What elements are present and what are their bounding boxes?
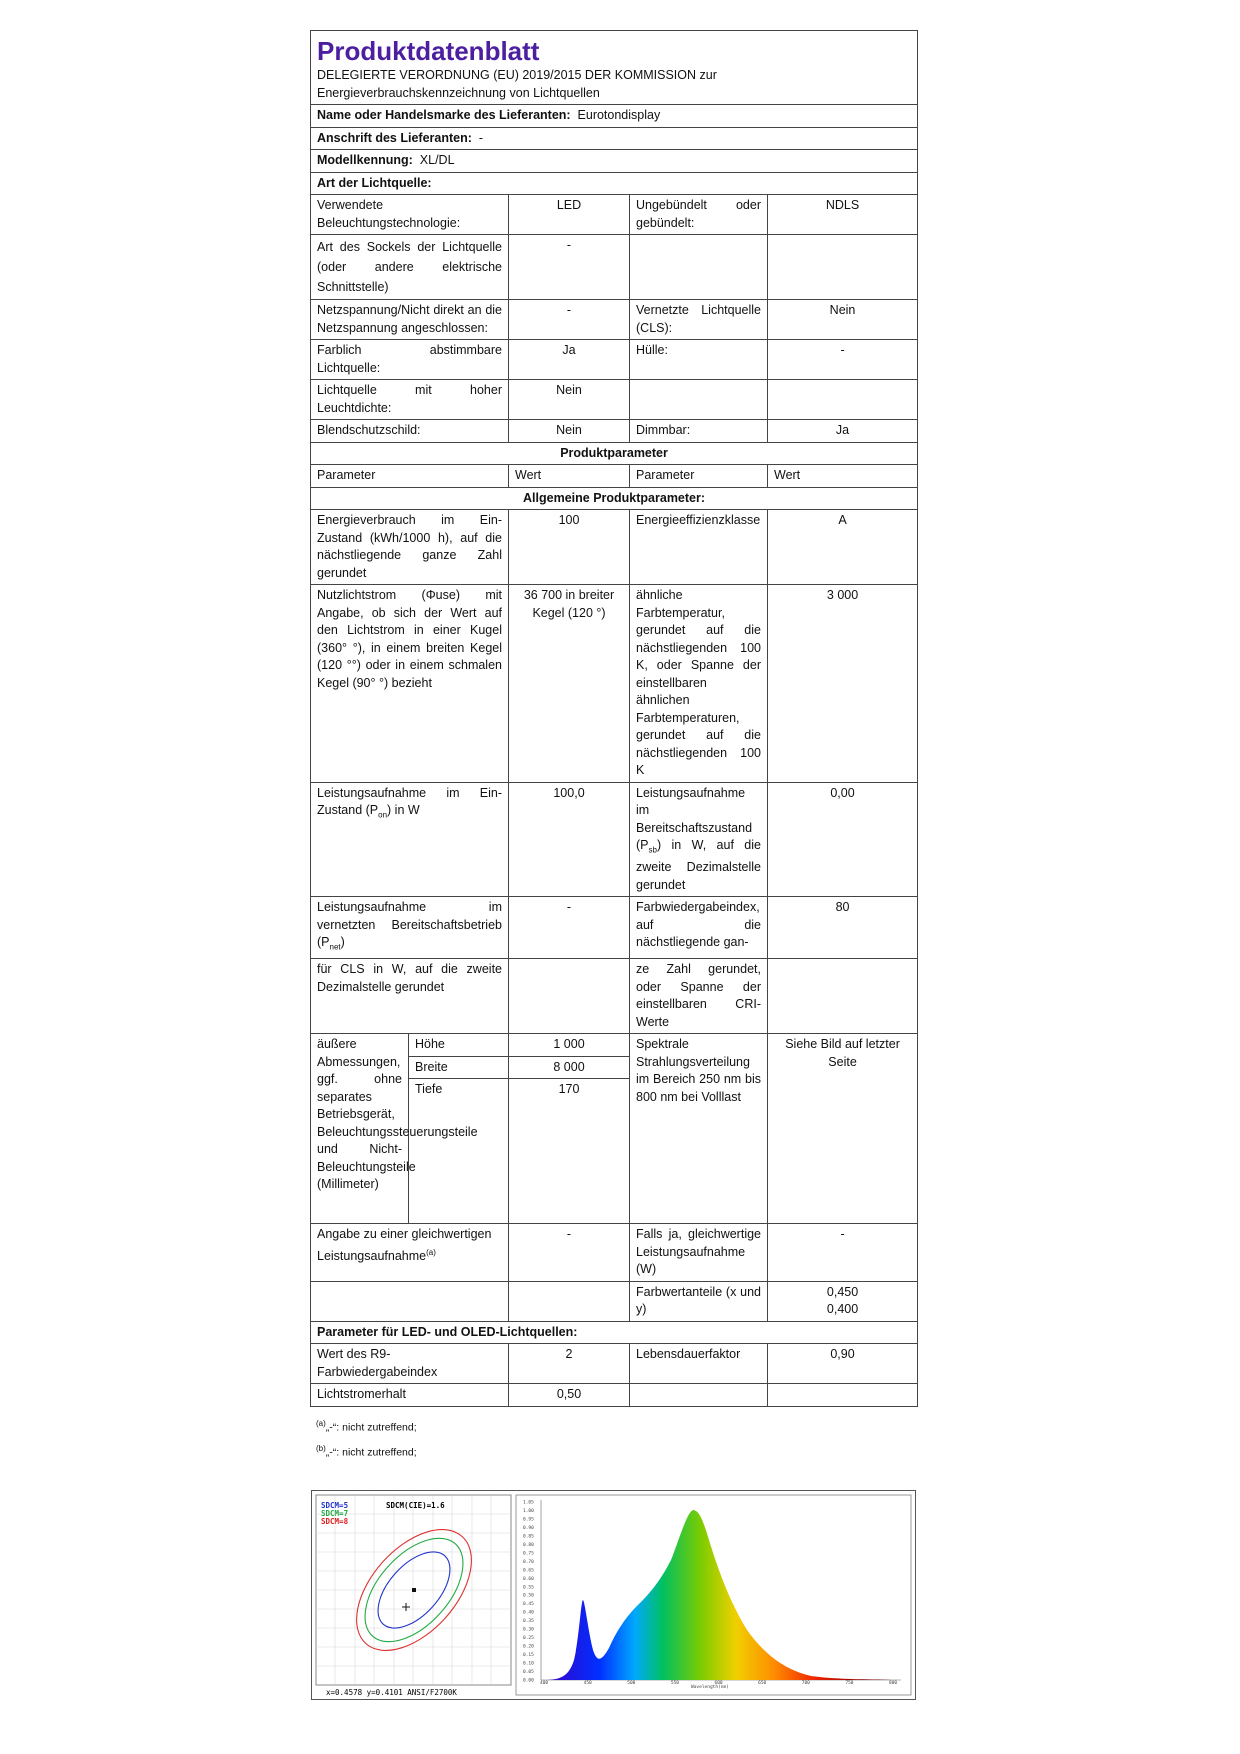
param-text: Leistungsaufnahme im Ein-Zustand (P — [317, 785, 502, 817]
footnote-text: „-“: nicht zutreffend; — [325, 1421, 417, 1433]
param-cell: Nutzlichtstrom (Φuse) mit Angabe, ob sich der Wert auf den Lichtstrom in einer Kugel (360° °), in einem breiten Kegel (120 °°) oder in einem schmalen Kegel (90° °) bezieht — [311, 585, 509, 783]
spectrum-y-tick: 0.20 — [523, 1644, 534, 1650]
value-cell: - — [509, 1224, 630, 1282]
value-cell: Nein — [509, 420, 630, 443]
table-row — [311, 1281, 918, 1321]
spectrum-y-tick: 0.95 — [523, 1517, 534, 1523]
table-row — [311, 340, 918, 380]
spectrum-y-tick: 1.00 — [523, 1508, 534, 1514]
figure-svg — [311, 1490, 916, 1700]
spectrum-y-tick: 0.15 — [523, 1653, 534, 1659]
legend-sdcm-8: SDCM=8 — [321, 1517, 349, 1526]
param-cell — [630, 235, 768, 300]
param-cell: Energieeffizienzklasse — [630, 510, 768, 585]
chromaticity-y: 0,400 — [826, 1302, 859, 1316]
param-cell: Wert des R9-Farbwiedergabeindex — [311, 1344, 509, 1384]
footnote-marker: (a) — [426, 1247, 436, 1257]
value-cell — [509, 1281, 630, 1321]
param-subscript: on — [378, 810, 388, 820]
dimension-name: Höhe — [409, 1034, 509, 1057]
table-row — [311, 897, 918, 959]
section-title-product-params: Produktparameter — [311, 442, 918, 465]
value-cell — [509, 959, 630, 1034]
value-cell: - — [509, 235, 630, 300]
param-cell: Farbwiedergabeindex, auf die nächstliegende gan- — [630, 897, 768, 959]
value-cell: LED — [509, 195, 630, 235]
value-cell: - — [509, 300, 630, 340]
legend-sdcm-7: SDCM=7 — [321, 1509, 349, 1518]
supplier-name-row — [311, 105, 918, 128]
table-row — [311, 195, 918, 235]
table-row — [311, 420, 918, 443]
param-cell: Dimmbar: — [630, 420, 768, 443]
param-cell: Lichtstromerhalt — [311, 1384, 509, 1407]
value-cell — [768, 1384, 918, 1407]
measured-point — [412, 1588, 416, 1592]
supplier-address-label: Anschrift des Lieferanten: — [317, 130, 472, 145]
param-text: Angabe zu einer gleichwertigen Leistungsaufnahme — [317, 1227, 492, 1263]
spectrum-y-tick: 0.75 — [523, 1551, 534, 1557]
param-cell: Farbwertanteile (x und y) — [630, 1281, 768, 1321]
param-cell: Falls ja, gleichwertige Leistungsaufnahme (W) — [630, 1224, 768, 1282]
footnotes — [310, 1413, 917, 1464]
product-data-sheet — [310, 30, 917, 1464]
table-row — [311, 235, 918, 300]
spectrum-x-label: Wavelength(nm) — [691, 1685, 729, 1690]
page-title: Produktdatenblatt — [317, 36, 540, 66]
spectrum-y-tick: 0.60 — [523, 1576, 534, 1582]
spectrum-x-tick: 800 — [889, 1681, 898, 1686]
model-label: Modellkennung: — [317, 153, 413, 167]
light-source-type-label: Art der Lichtquelle: — [311, 172, 918, 195]
param-cell — [311, 1224, 509, 1282]
value-cell: 0,00 — [768, 782, 918, 897]
column-header: Parameter — [311, 465, 509, 488]
footnote-marker: (a) — [316, 1418, 326, 1428]
dimension-name: Breite — [409, 1056, 509, 1079]
spectrum-x-tick: 550 — [670, 1681, 680, 1686]
dimension-value: 170 — [509, 1079, 630, 1224]
dimension-value: 1 000 — [509, 1034, 630, 1057]
value-cell — [768, 959, 918, 1034]
spectrum-y-tick: 0.40 — [523, 1610, 534, 1616]
value-cell: - — [509, 897, 630, 959]
param-text: Leistungsaufnahme im Bereitschaftszustand (P — [636, 785, 753, 852]
spectrum-x-tick: 400 — [540, 1681, 549, 1686]
param-cell: Vernetzte Lichtquelle (CLS): — [630, 300, 768, 340]
spectrum-y-tick: 0.05 — [523, 1670, 534, 1676]
value-cell — [768, 1281, 918, 1321]
spectrum-y-tick: 1.05 — [523, 1500, 534, 1506]
table-row — [311, 1224, 918, 1282]
dimension-value: 8 000 — [509, 1056, 630, 1079]
value-cell: - — [768, 1224, 918, 1282]
param-cell — [311, 782, 509, 897]
value-cell: 0,50 — [509, 1384, 630, 1407]
spectrum-y-tick: 0.85 — [523, 1534, 534, 1540]
value-cell: 100 — [509, 510, 630, 585]
supplier-address-value: - — [478, 130, 484, 145]
table-row — [311, 510, 918, 585]
table-row — [311, 959, 918, 1034]
param-text: ) in W, auf die zweite Dezimalstelle gerundet — [636, 838, 761, 892]
table-row — [311, 782, 918, 897]
param-cell: Lebensdauerfaktor — [630, 1344, 768, 1384]
value-cell — [768, 235, 918, 300]
value-cell: A — [768, 510, 918, 585]
value-cell — [768, 380, 918, 420]
param-cell: Energieverbrauch im Ein-Zustand (kWh/1000 h), auf die nächstliegende ganze Zahl gerundet — [311, 510, 509, 585]
param-cell — [311, 897, 509, 959]
param-cell: Hülle: — [630, 340, 768, 380]
param-text: ) — [340, 935, 345, 949]
table-row — [311, 1034, 918, 1057]
spectrum-y-tick: 0.65 — [523, 1568, 534, 1574]
footnote — [316, 1413, 917, 1439]
dimension-name: Tiefe — [409, 1079, 509, 1224]
param-cell: Verwendete Beleuchtungstechnologie: — [311, 195, 509, 235]
value-cell: Ja — [768, 420, 918, 443]
param-cell — [630, 380, 768, 420]
header-cell — [311, 31, 918, 105]
column-header: Wert — [509, 465, 630, 488]
param-cell — [630, 782, 768, 897]
value-cell: 2 — [509, 1344, 630, 1384]
value-cell: - — [768, 340, 918, 380]
table-row — [311, 1384, 918, 1407]
column-header: Wert — [768, 465, 918, 488]
param-cell: Ungebündelt oder gebündelt: — [630, 195, 768, 235]
table-row — [311, 585, 918, 783]
param-cell: Spektrale Strahlungsverteilung im Bereich 250 nm bis 800 nm bei Volllast — [630, 1034, 768, 1224]
model-value: XL/DL — [419, 153, 455, 167]
value-cell: 100,0 — [509, 782, 630, 897]
spectrum-x-tick: 600 — [714, 1681, 723, 1686]
value-cell: Siehe Bild auf letzter Seite — [768, 1034, 918, 1224]
param-cell: für CLS in W, auf die zweite Dezimalstelle gerundet — [311, 959, 509, 1034]
spectrum-y-tick: 0.70 — [523, 1559, 534, 1565]
spectrum-y-tick: 0.55 — [523, 1585, 534, 1591]
value-cell: 36 700 in breiter Kegel (120 °) — [509, 585, 630, 783]
spectrum-x-tick: 450 — [583, 1681, 592, 1686]
spectrum-y-tick: 0.35 — [523, 1619, 534, 1625]
legend-sdcm-5: SDCM=5 — [321, 1501, 349, 1510]
param-cell: ze Zahl gerundet, oder Spanne der einstellbaren CRI-Werte — [630, 959, 768, 1034]
param-cell — [311, 1281, 509, 1321]
footnote — [316, 1438, 917, 1464]
supplier-address-row — [311, 127, 918, 150]
param-text: Leistungsaufnahme im vernetzten Bereitschaftsbetrieb (P — [317, 900, 502, 949]
spectrum-y-tick: 0.00 — [523, 1678, 534, 1684]
sdcm-cie-label: SDCM(CIE)=1.6 — [386, 1501, 445, 1510]
dimensions-label: äußere Abmessungen, ggf. ohne separates Betriebsgerät, Beleuchtungssteuerungsteile und Nicht-Beleuchtungsteile (Millimeter) — [311, 1034, 409, 1224]
value-cell: 80 — [768, 897, 918, 959]
table-row — [311, 1344, 918, 1384]
spectral-figure — [311, 1490, 916, 1700]
table-row — [311, 380, 918, 420]
section-title-led: Parameter für LED- und OLED-Lichtquellen: — [311, 1321, 918, 1344]
param-cell: ähnliche Farbtemperatur, gerundet auf die nächstliegenden 100 K, oder Spanne der einstellbaren ähnlichen Farbtemperaturen, gerundet auf die nächstliegenden 100 K — [630, 585, 768, 783]
value-cell: NDLS — [768, 195, 918, 235]
spectrum-x-tick: 650 — [758, 1681, 767, 1686]
value-cell: 0,90 — [768, 1344, 918, 1384]
spectrum-y-tick: 0.50 — [523, 1593, 534, 1599]
value-cell: 3 000 — [768, 585, 918, 783]
column-header: Parameter — [630, 465, 768, 488]
supplier-name-label: Name oder Handelsmarke des Lieferanten: — [317, 108, 571, 122]
regulation-line-1: DELEGIERTE VERORDNUNG (EU) 2019/2015 DER KOMMISSION zur — [317, 68, 717, 82]
spectrum-y-tick: 0.10 — [523, 1661, 534, 1667]
model-row — [311, 150, 918, 173]
spectrum-y-tick: 0.90 — [523, 1525, 534, 1531]
value-cell: Ja — [509, 340, 630, 380]
param-subscript: net — [329, 942, 341, 952]
spectrum-y-tick: 0.25 — [523, 1636, 534, 1642]
spectrum-x-tick: 700 — [801, 1681, 810, 1686]
param-cell: Lichtquelle mit hoher Leuchtdichte: — [311, 380, 509, 420]
spectrum-x-tick: 750 — [845, 1681, 854, 1686]
param-cell: Art des Sockels der Lichtquelle (oder andere elektrische Schnittstelle) — [311, 235, 509, 300]
value-cell: Nein — [509, 380, 630, 420]
spectrum-y-tick: 0.45 — [523, 1602, 534, 1608]
product-table — [310, 30, 918, 1407]
section-title-general: Allgemeine Produktparameter: — [311, 487, 918, 510]
param-text: ) in W — [387, 803, 420, 817]
param-cell: Blendschutzschild: — [311, 420, 509, 443]
table-row — [311, 300, 918, 340]
chromaticity-coordinates: x=0.4578 y=0.4101 ANSI/F2700K — [326, 1688, 457, 1697]
param-cell — [630, 1384, 768, 1407]
spectrum-y-tick: 0.80 — [523, 1542, 534, 1548]
param-subscript: sb — [648, 845, 657, 855]
column-header-row — [311, 465, 918, 488]
value-cell: Nein — [768, 300, 918, 340]
regulation-line-2: Energieverbrauchskennzeichnung von Lichtquellen — [317, 85, 600, 100]
param-cell: Farblich abstimmbare Lichtquelle: — [311, 340, 509, 380]
footnote-marker: (b) — [316, 1444, 326, 1453]
supplier-name-value: Eurotondisplay — [577, 108, 661, 122]
chromaticity-x: 0,450 — [826, 1284, 859, 1299]
spectrum-x-tick: 500 — [627, 1681, 636, 1686]
spectrum-y-tick: 0.30 — [523, 1627, 534, 1633]
param-cell: Netzspannung/Nicht direkt an die Netzspannung angeschlossen: — [311, 300, 509, 340]
footnote-text: „-“: nicht zutreffend; — [325, 1446, 417, 1459]
